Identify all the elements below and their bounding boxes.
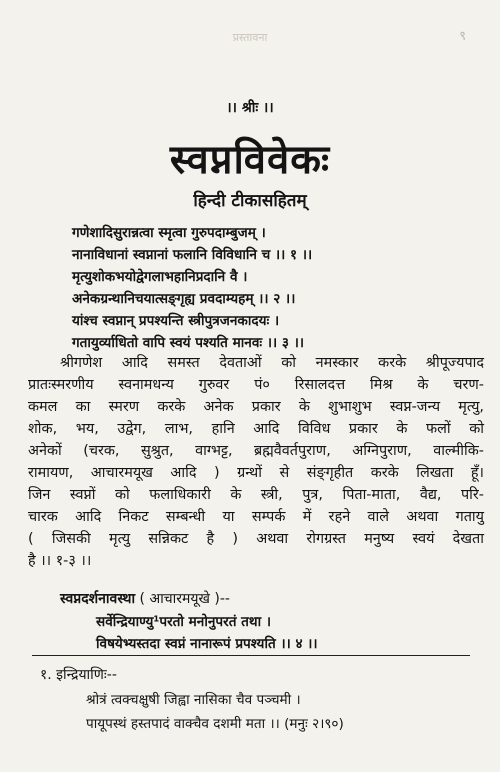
quoted-verse [96,611,480,655]
commentary-line: अनेकों (चरक, सुश्रुत, वाग्भट्ट, ब्रह्मवैवर्तपुराण, अग्निपुराण, वाल्मीकि- [28,443,484,459]
commentary-line: कमल का स्मरण करके अनेक प्रकार के शुभाशुभ स्वप्न-जन्य मृत्यु, [28,399,484,415]
verse-line: अनेकग्रन्थानिचयात्सङ्गृह्य प्रवदाम्यहम् ।। २ ।। [72,291,296,307]
footnote-verse [86,688,486,736]
commentary-line: प्रातःस्मरणीय स्वनामधन्य गुरुवर पं० रिसालदत्त मिश्र के चरण- [28,377,484,393]
quote-heading [60,589,230,608]
quote-source: ( आचारमयूखे )-- [139,591,230,607]
verse-line: गणेशादिसुरान्नत्वा स्मृत्वा गुरुपदाम्बुजम् । [72,225,266,241]
verse-line: विषयेभ्यस्तदा स्वप्नं नानारूपं प्रपश्यति ।। ४ ।। [96,636,318,652]
footnote-label: १. इन्द्रियाणिः-- [40,667,117,683]
verse-line: यांश्च स्वप्नान् प्रपश्यन्ति स्त्रीपुत्रजनकादयः । [72,313,280,329]
commentary-line: ( जिसकी मृत्यु सन्निकट है ) अथवा रोगग्रस्त मनुष्य स्वयं देखता [28,531,484,547]
bleed-through-header: प्रस्तावना [232,31,268,44]
verse-line: नानाविधानां स्वप्नानां फलानि विविधानि च ।। १ ।। [72,247,313,263]
verse-line: गतायुर्व्याधितो वापि स्वयं पश्यति मानवः ।। ३ ।। [72,335,305,351]
commentary-line: शोक, भय, उद्वेग, लाभ, हानि आदि विविध प्रकार के फलों को [28,421,484,437]
commentary-line: जिन स्वप्नों को फलाधिकारी के स्त्री, पुत्र, पिता-माता, वैद्य, परि- [28,487,484,503]
verse-line: मृत्युशोकभयोद्वेगलाभहानिप्रदानि वै । [72,269,248,285]
page-title: स्वप्नविवेकः [169,137,331,183]
sanskrit-verses [72,222,480,354]
page-subtitle: हिन्दी टीकासहितम् [193,191,307,211]
bleed-through-page-number: ९ [459,29,466,44]
verse-line: सर्वेन्द्रियाण्यु¹परतो मनोनुपरतं तथा । [96,614,272,630]
invocation: ।। श्रीः ।। [226,100,274,116]
footnote-divider [32,655,470,656]
footnote-line: श्रोत्रं त्वक्चक्षुषी जिह्वा नासिका चैव पञ्चमी । [86,692,301,708]
footnote-line: पायूपस्थं हस्तपादं वाक्चैव दशमी मता ।। (मनुः २।९०) [86,716,344,732]
commentary-line: श्रीगणेश आदि समस्त देवताओं को नमस्कार करके श्रीपूज्यपाद [60,355,484,371]
quote-label: स्वप्नदर्शनावस्था [60,591,136,607]
hindi-commentary [28,352,484,572]
commentary-line: है ।। १-३ ।। [28,553,92,569]
commentary-line: रामायण, आचारमयूख आदि ) ग्रन्थों से संङ्गृहीत करके लिखता हूँ। [28,465,484,481]
commentary-line: चारक आदि निकट सम्बन्धी या सम्पर्क में रहने वाले अथवा गतायु [28,509,484,525]
